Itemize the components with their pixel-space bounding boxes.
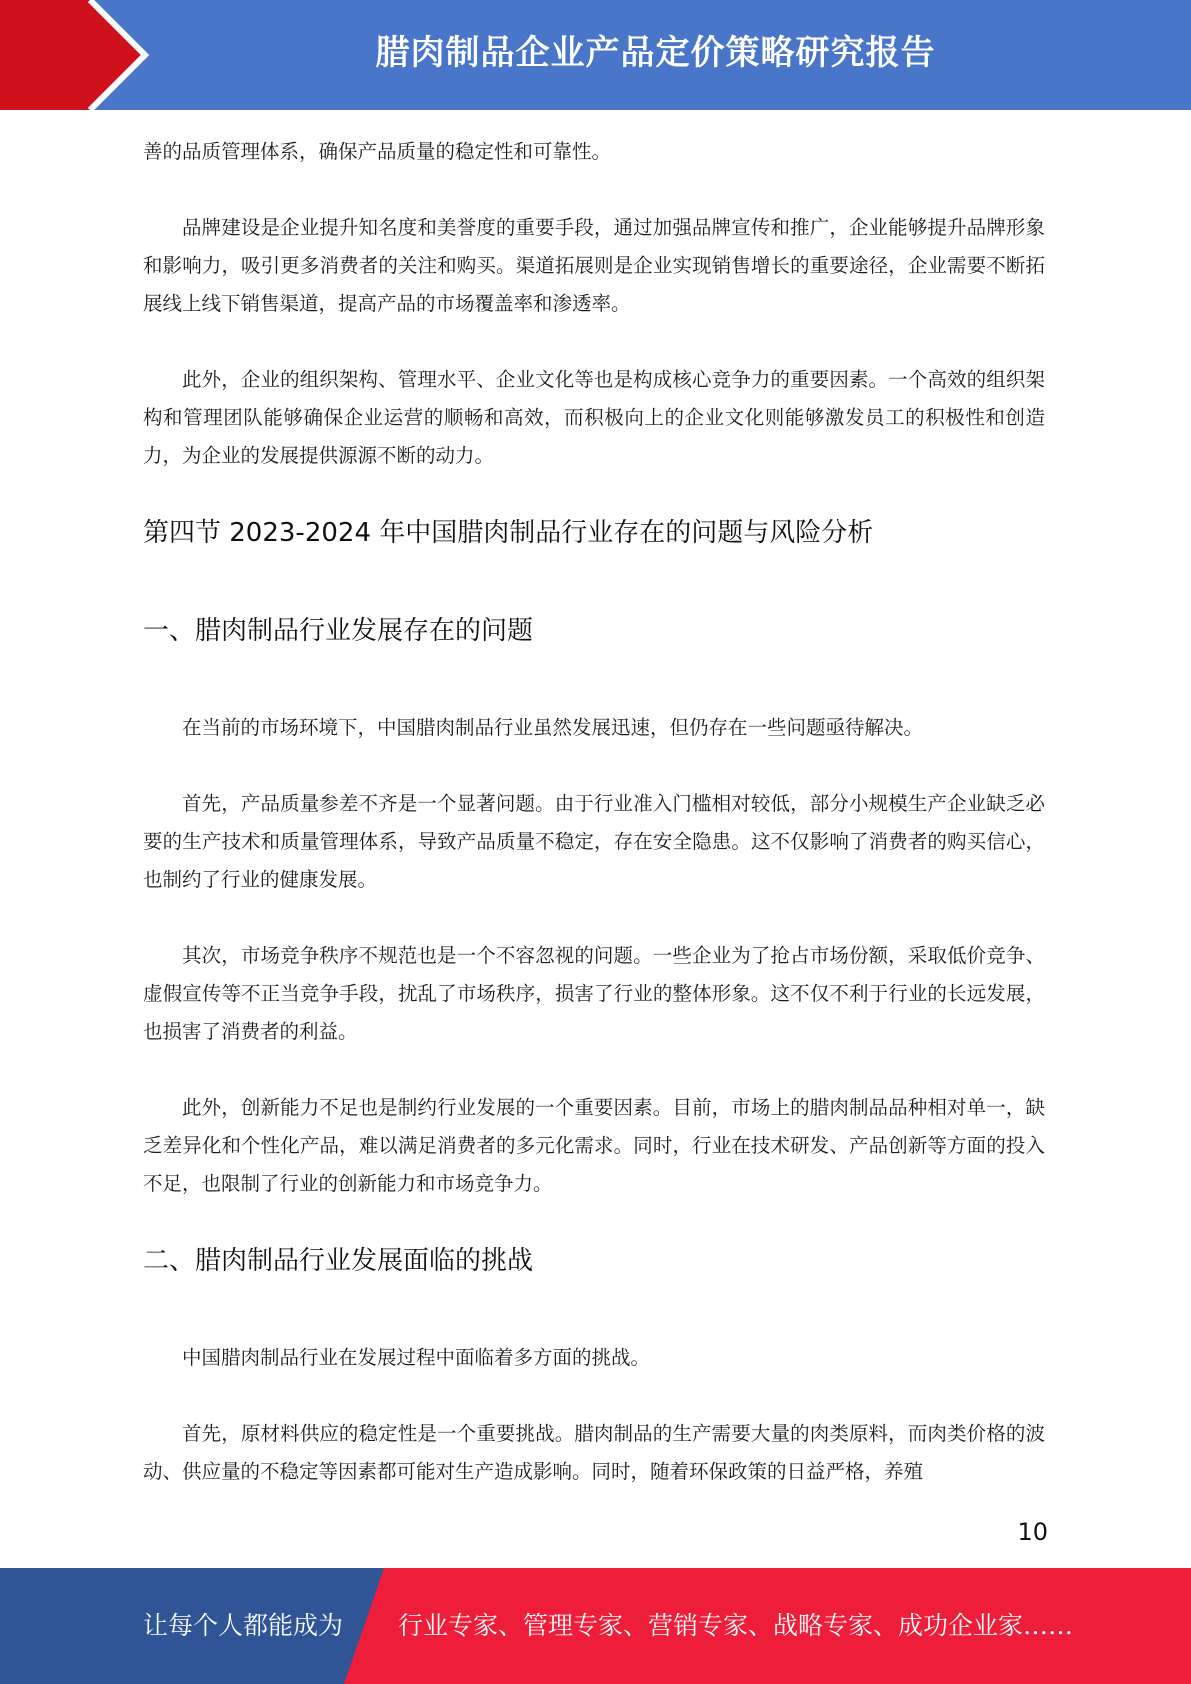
body-paragraph: 此外，创新能力不足也是制约行业发展的一个重要因素。目前，市场上的腊肉制品品种相对单一，缺乏差异化和个性化产品，难以满足消费者的多元化需求。同时，行业在技术研发、产品创新等方面的投入不足，也限制了行业的创新能力和市场竞争力。 — [143, 1096, 1045, 1195]
page-number: 10 — [1017, 1518, 1048, 1546]
body-paragraph: 其次，市场竞争秩序不规范也是一个不容忽视的问题。一些企业为了抢占市场份额，采取低价竞争、虚假宣传等不正当竞争手段，扰乱了市场秩序，损害了行业的整体形象。这不仅不利于行业的长远发展，也损害了消费者的利益。 — [143, 944, 1045, 1043]
report-header — [0, 0, 1191, 110]
subsection-heading: 二、腊肉制品行业发展面临的挑战 — [143, 1246, 534, 1276]
body-paragraph: 善的品质管理体系，确保产品质量的稳定性和可靠性。 — [143, 140, 612, 163]
subsection-heading: 一、腊肉制品行业发展存在的问题 — [143, 616, 534, 646]
footer-slogan-right: 行业专家、管理专家、营销专家、战略专家、成功企业家…… — [398, 1611, 1074, 1640]
body-paragraph: 在当前的市场环境下，中国腊肉制品行业虽然发展迅速，但仍存在一些问题亟待解决。 — [182, 716, 924, 739]
body-paragraph: 品牌建设是企业提升知名度和美誉度的重要手段，通过加强品牌宣传和推广，企业能够提升品牌形象和影响力，吸引更多消费者的关注和购买。渠道拓展则是企业实现销售增长的重要途径，企业需要不断拓展线上线下销售渠道，提高产品的市场覆盖率和渗透率。 — [143, 216, 1045, 315]
body-paragraph: 中国腊肉制品行业在发展过程中面临着多方面的挑战。 — [182, 1346, 651, 1369]
report-title: 腊肉制品企业产品定价策略研究报告 — [375, 33, 936, 73]
body-paragraph: 首先，产品质量参差不齐是一个显著问题。由于行业准入门槛相对较低，部分小规模生产企业缺乏必要的生产技术和质量管理体系，导致产品质量不稳定，存在安全隐患。这不仅影响了消费者的购买信心，也制约了行业的健康发展。 — [143, 792, 1045, 891]
footer-slogan-left: 让每个人都能成为 — [143, 1611, 344, 1640]
page-footer — [0, 1568, 1191, 1684]
section-heading: 第四节 2023-2024 年中国腊肉制品行业存在的问题与风险分析 — [143, 518, 874, 548]
header-chevron-arrow — [0, 0, 160, 110]
body-paragraph: 首先，原材料供应的稳定性是一个重要挑战。腊肉制品的生产需要大量的肉类原料，而肉类价格的波动、供应量的不稳定等因素都可能对生产造成影响。同时，随着环保政策的日益严格，养殖 — [143, 1422, 1045, 1483]
body-paragraph: 此外，企业的组织架构、管理水平、企业文化等也是构成核心竞争力的重要因素。一个高效的组织架构和管理团队能够确保企业运营的顺畅和高效，而积极向上的企业文化则能够激发员工的积极性和创造力，为企业的发展提供源源不断的动力。 — [143, 368, 1045, 467]
page-content — [143, 133, 1045, 1529]
